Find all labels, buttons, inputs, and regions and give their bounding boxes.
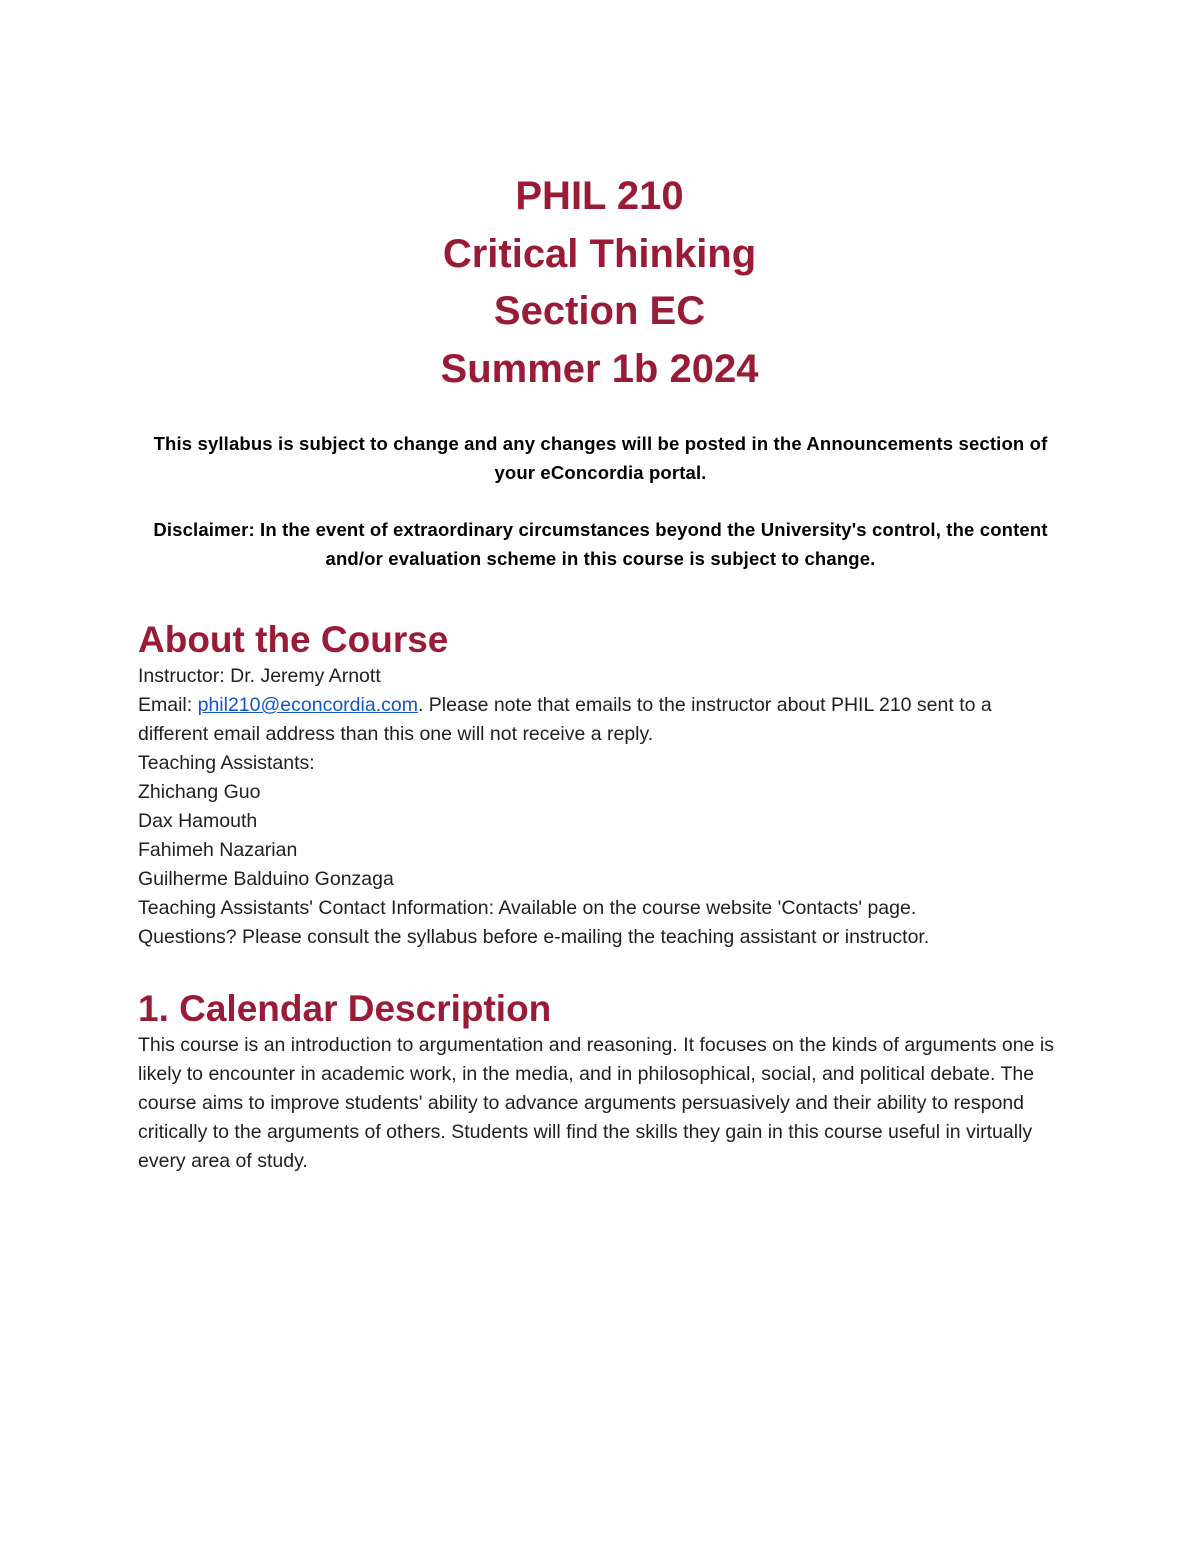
about-course-heading: About the Course bbox=[138, 619, 449, 660]
instructor-line: Instructor: Dr. Jeremy Arnott bbox=[138, 665, 381, 687]
title-block bbox=[136, 168, 1063, 398]
email-paragraph bbox=[138, 691, 1063, 749]
email-note: . Please note that emails to the instructor about PHIL 210 sent to a different email address than this one will not receive a reply. bbox=[138, 694, 992, 745]
disclaimer-notice: Disclaimer: In the event of extraordinary circumstances beyond the University's control, the content and/or evaluation scheme in this course is subject to change. bbox=[153, 519, 1048, 569]
teaching-assistant-name: Guilherme Balduino Gonzaga bbox=[138, 868, 394, 890]
ta-contact-info: Teaching Assistants' Contact Information: Available on the course website 'Contacts' page. bbox=[138, 897, 917, 919]
email-label: Email: bbox=[138, 694, 198, 716]
teaching-assistants-label: Teaching Assistants: bbox=[138, 752, 315, 774]
questions-note: Questions? Please consult the syllabus before e-mailing the teaching assistant or instructor. bbox=[138, 926, 930, 948]
course-name: Critical Thinking bbox=[442, 231, 757, 276]
email-link[interactable]: phil210@econcordia.com bbox=[197, 694, 418, 716]
teaching-assistant-name: Fahimeh Nazarian bbox=[138, 839, 298, 861]
teaching-assistant-name: Dax Hamouth bbox=[138, 810, 258, 832]
course-term: Summer 1b 2024 bbox=[440, 346, 759, 391]
course-code: PHIL 210 bbox=[515, 174, 684, 218]
calendar-description-heading: 1. Calendar Description bbox=[138, 988, 552, 1029]
calendar-description-text: This course is an introduction to argumentation and reasoning. It focuses on the kinds of arguments one is likely to encounter in academic work, in the media, and in philosophical, social, and political debate. The course aims to improve students' ability to advance arguments persuasively and their ability to respond critically to the arguments of others. Students will find the skills they gain in this course useful in virtually every area of study. bbox=[138, 1034, 1054, 1172]
course-section: Section EC bbox=[493, 289, 706, 333]
teaching-assistant-name: Zhichang Guo bbox=[138, 781, 261, 803]
syllabus-change-notice: This syllabus is subject to change and any changes will be posted in the Announcements section of your eConcordia portal. bbox=[153, 433, 1048, 483]
syllabus-page bbox=[138, 168, 1063, 1176]
